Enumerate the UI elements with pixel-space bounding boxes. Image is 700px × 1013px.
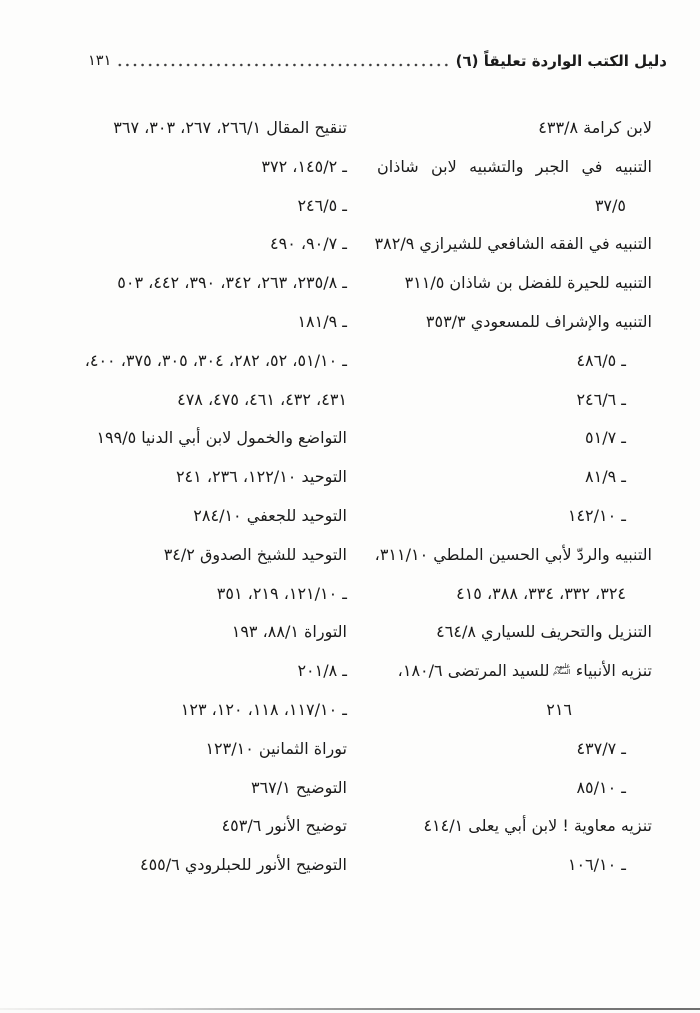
index-entry: ـ ٨٥/١٠ bbox=[576, 777, 626, 797]
page-number: ١٣١ bbox=[88, 53, 112, 69]
index-entry: ٢١٦ bbox=[546, 699, 572, 719]
alayhim-assalam-honorific-symbol: عليهم السلام bbox=[553, 662, 571, 677]
index-entry: التنبيه في الجبر والتشبيه لابن شاذان bbox=[377, 156, 652, 176]
index-entry: التوضيح ٣٦٧/١ bbox=[250, 777, 347, 797]
entry-text-before: تنزيه الأنبياء bbox=[570, 661, 652, 681]
index-entry: توضيح الأنور ٤٥٣/٦ bbox=[221, 816, 347, 836]
index-entry: لابن كرامة ٤٣٣/٨ bbox=[538, 118, 652, 137]
header-title: دليل الكتب الواردة تعليقاً (٦) bbox=[455, 52, 667, 70]
index-entry: ـ ٢٤٦/٥ bbox=[297, 195, 347, 215]
index-entry: ـ ٢٣٥/٨، ٢٦٣، ٣٤٢، ٣٩٠، ٤٤٢، ٥٠٣ bbox=[117, 273, 347, 293]
index-entry: ـ ٢٠١/٨ bbox=[297, 661, 347, 681]
index-entry: التوحيد للجعفي ٢٨٤/١٠ bbox=[193, 505, 347, 525]
index-entry: التواضع والخمول لابن أبي الدنيا ١٩٩/٥ bbox=[96, 428, 347, 448]
index-entry: ـ ٤٨٦/٥ bbox=[576, 350, 626, 370]
index-entry: ـ ١٤٢/١٠ bbox=[567, 505, 626, 525]
left-column bbox=[37, 109, 347, 885]
index-entry: ـ ٩٠/٧، ٤٩٠ bbox=[270, 234, 347, 254]
index-entry: ٣٢٤، ٣٣٢، ٣٣٤، ٣٨٨، ٤١٥ bbox=[456, 583, 626, 603]
index-entry bbox=[377, 652, 652, 691]
index-entry: التنبيه والإشراف للمسعودي ٣٥٣/٣ bbox=[425, 311, 652, 331]
index-entry: ـ ١٤٥/٢، ٣٧٢ bbox=[261, 156, 347, 176]
right-column bbox=[374, 109, 652, 885]
index-columns bbox=[37, 109, 652, 885]
index-entry: تنقيح المقال ٢٦٦/١، ٢٦٧، ٣٠٣، ٣٦٧ bbox=[113, 118, 347, 137]
index-entry: ـ ١٠٦/١٠ bbox=[567, 855, 626, 875]
index-entry: ٤٣١، ٤٣٢، ٤٦١، ٤٧٥، ٤٧٨ bbox=[177, 389, 347, 409]
index-entry: ـ ١٨١/٩ bbox=[297, 311, 347, 331]
index-entry: توراة الثمانين ١٢٣/١٠ bbox=[205, 738, 347, 758]
index-entry: التوضيح الأنور للحبلرودي ٤٥٥/٦ bbox=[139, 855, 347, 875]
scan-edge-shadow bbox=[0, 1008, 700, 1010]
index-entry: التنبيه والردّ لأبي الحسين الملطي ٣١١/١٠، bbox=[374, 544, 652, 564]
index-entry: التنزيل والتحريف للسياري ٤٦٤/٨ bbox=[436, 622, 652, 642]
index-entry: ـ ١٢١/١٠، ٢١٩، ٣٥١ bbox=[216, 583, 347, 603]
index-entry: ـ ٤٣٧/٧ bbox=[576, 738, 626, 758]
index-entry: التوحيد ١٢٢/١٠، ٢٣٦، ٢٤١ bbox=[175, 467, 347, 487]
index-entry: تنزيه معاوية ! لابن أبي يعلى ٤١٤/١ bbox=[423, 816, 652, 836]
running-header bbox=[88, 50, 667, 72]
entry-text-after: للسيد المرتضى ١٨٠/٦، bbox=[397, 661, 555, 681]
index-entry: التوحيد للشيخ الصدوق ٣٤/٢ bbox=[163, 544, 347, 564]
index-entry: ـ ٥١/١٠، ٥٢، ٢٨٢، ٣٠٤، ٣٠٥، ٣٧٥، ٤٠٠، bbox=[84, 350, 347, 370]
index-entry: ـ ١١٧/١٠، ١١٨، ١٢٠، ١٢٣ bbox=[180, 699, 347, 719]
index-entry: التوراة ٨٨/١، ١٩٣ bbox=[231, 622, 347, 642]
index-entry: ٣٧/٥ bbox=[594, 195, 626, 215]
index-entry: التنبيه في الفقه الشافعي للشيرازي ٣٨٢/٩ bbox=[374, 234, 652, 254]
index-entry: ـ ٥١/٧ bbox=[585, 428, 626, 448]
dot-leader bbox=[116, 62, 450, 68]
index-entry: التنبيه للحيرة للفضل بن شاذان ٣١١/٥ bbox=[404, 273, 652, 293]
index-entry: ـ ٨١/٩ bbox=[585, 467, 626, 487]
index-entry: ـ ٢٤٦/٦ bbox=[576, 389, 626, 409]
